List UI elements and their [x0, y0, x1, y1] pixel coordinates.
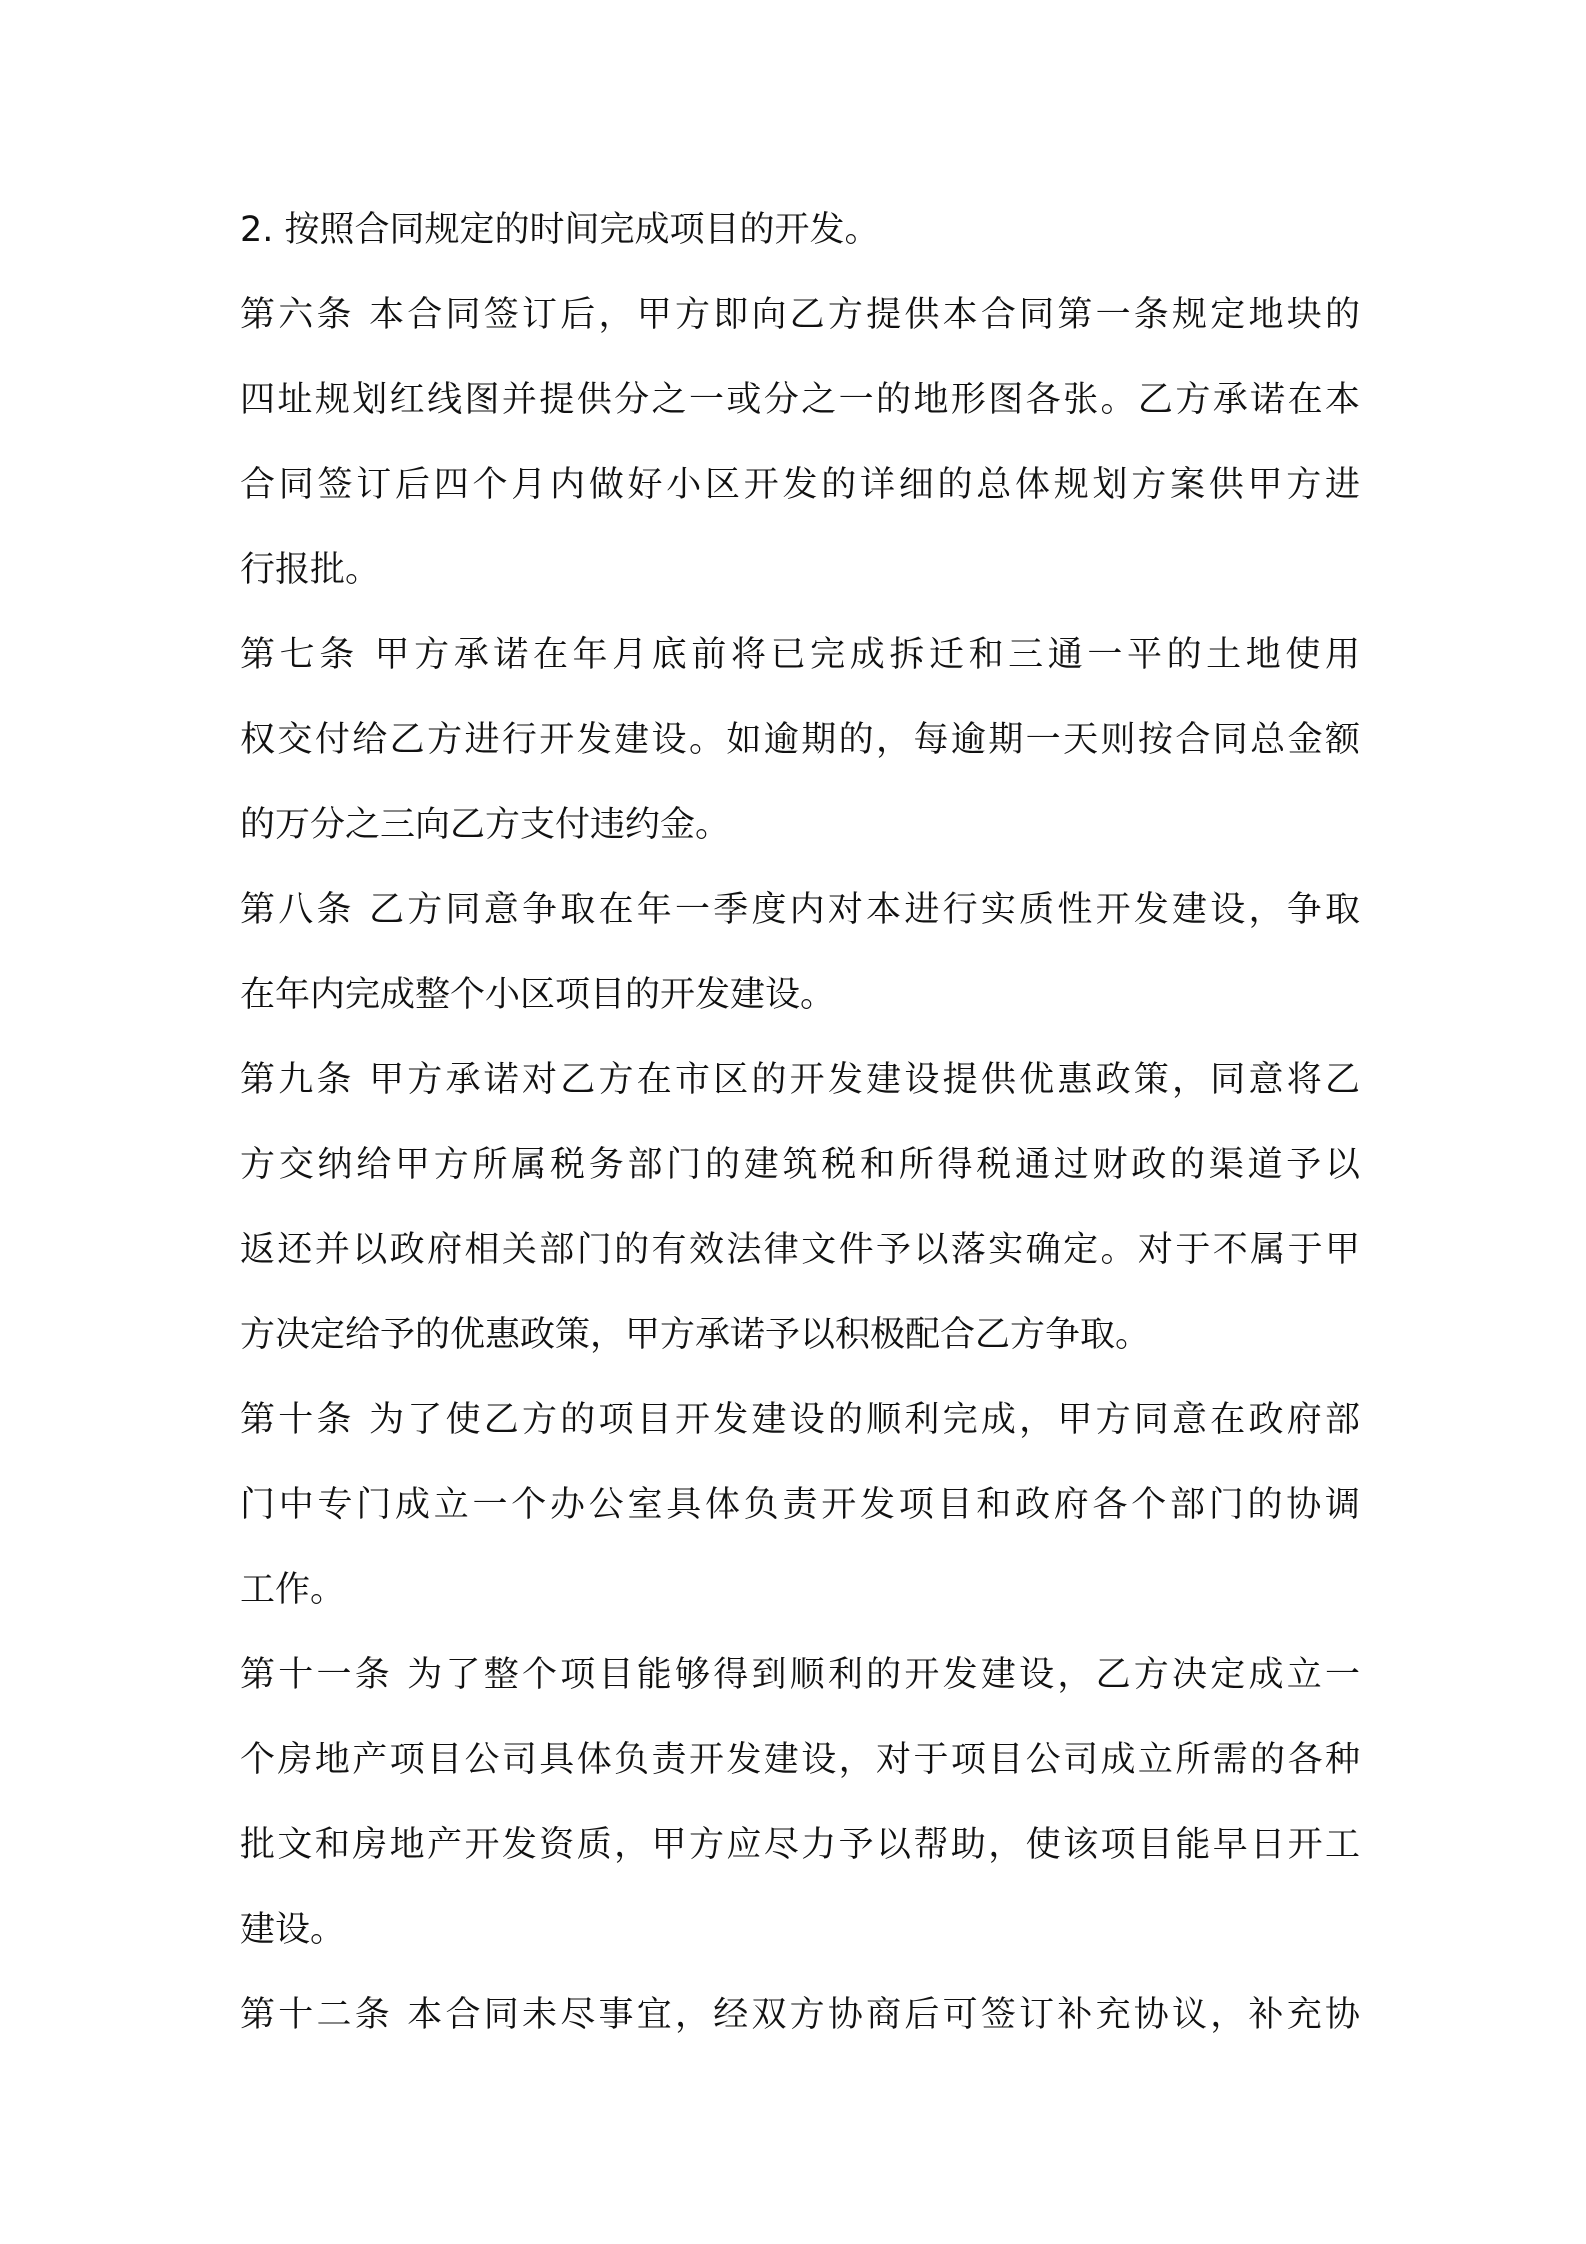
text-line: 批文和房地产开发资质，甲方应尽力予以帮助，使该项目能早日开工 — [240, 1825, 1360, 1865]
text-line: 合同签订后四个月内做好小区开发的详细的总体规划方案供甲方进 — [240, 465, 1360, 505]
text-line: 2. 按照合同规定的时间完成项目的开发。 — [240, 210, 880, 250]
text-line: 个房地产项目公司具体负责开发建设，对于项目公司成立所需的各种 — [240, 1740, 1360, 1780]
text-line: 第八条 乙方同意争取在年一季度内对本进行实质性开发建设，争取 — [240, 890, 1360, 930]
text-line: 第六条 本合同签订后，甲方即向乙方提供本合同第一条规定地块的 — [240, 295, 1360, 335]
text-line: 方交纳给甲方所属税务部门的建筑税和所得税通过财政的渠道予以 — [240, 1145, 1360, 1185]
text-line: 建设。 — [240, 1910, 346, 1950]
text-line: 四址规划红线图并提供分之一或分之一的地形图各张。乙方承诺在本 — [240, 380, 1360, 420]
text-line: 的万分之三向乙方支付违约金。 — [240, 805, 731, 845]
text-line: 返还并以政府相关部门的有效法律文件予以落实确定。对于不属于甲 — [240, 1230, 1360, 1270]
text-line: 行报批。 — [240, 550, 381, 590]
text-line: 在年内完成整个小区项目的开发建设。 — [240, 975, 836, 1015]
text-line: 门中专门成立一个办公室具体负责开发项目和政府各个部门的协调 — [240, 1485, 1360, 1525]
text-line: 第九条 甲方承诺对乙方在市区的开发建设提供优惠政策，同意将乙 — [240, 1060, 1360, 1100]
contract-text-body — [240, 188, 1360, 2058]
text-line: 第十一条 为了整个项目能够得到顺利的开发建设，乙方决定成立一 — [240, 1655, 1360, 1695]
text-line: 第十二条 本合同未尽事宜，经双方协商后可签订补充协议，补充协 — [240, 1995, 1360, 2035]
text-line: 第十条 为了使乙方的项目开发建设的顺利完成，甲方同意在政府部 — [240, 1400, 1360, 1440]
text-line: 权交付给乙方进行开发建设。如逾期的，每逾期一天则按合同总金额 — [240, 720, 1360, 760]
text-line: 方决定给予的优惠政策，甲方承诺予以积极配合乙方争取。 — [240, 1315, 1151, 1355]
text-line: 工作。 — [240, 1570, 346, 1610]
text-line: 第七条 甲方承诺在年月底前将已完成拆迁和三通一平的土地使用 — [240, 635, 1360, 675]
